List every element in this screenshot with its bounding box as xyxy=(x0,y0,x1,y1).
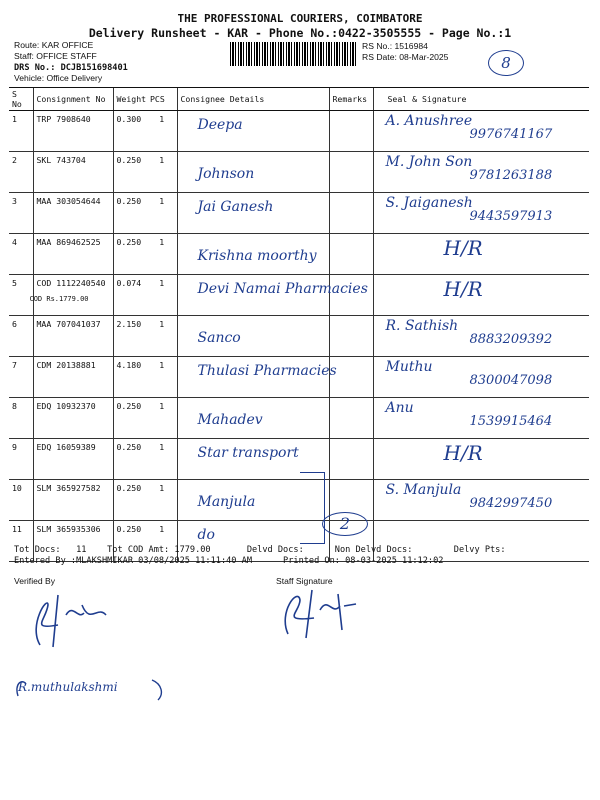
consignment-number: SLM 365927582 xyxy=(36,483,101,493)
consignee-name: Johnson xyxy=(197,166,255,182)
row-sno: 1 xyxy=(9,111,33,152)
consignee-name: Star transport xyxy=(197,445,299,461)
row-sno: 9 xyxy=(9,439,33,480)
row-signature xyxy=(373,193,589,234)
row-sno: 3 xyxy=(9,193,33,234)
row-consignment-no xyxy=(29,275,113,316)
consignee-name: Deepa xyxy=(197,117,243,133)
consignment-number: EDQ 16059389 xyxy=(36,442,96,452)
row-consignment-no xyxy=(33,152,113,193)
row-signature xyxy=(373,439,589,480)
row-sno: 2 xyxy=(9,152,33,193)
verified-by-label: Verified By xyxy=(14,576,56,586)
consignment-number: EDQ 10932370 xyxy=(36,401,96,411)
col-signature: Seal & Signature xyxy=(373,88,589,111)
row-sno: 10 xyxy=(9,480,33,521)
consignee-name: Manjula xyxy=(197,494,256,510)
company-title: THE PROFESSIONAL COURIERS, COIMBATORE xyxy=(177,12,423,25)
consignment-number: COD 1112240540 xyxy=(36,278,106,288)
signature-phone: 1539915464 xyxy=(469,414,553,429)
row-weight: 0.250 xyxy=(113,193,147,234)
consignee-name: do xyxy=(197,527,215,543)
row-consignee xyxy=(177,316,329,357)
col-consignment: Consignment No xyxy=(33,88,113,111)
staff-signature-label: Staff Signature xyxy=(276,576,333,586)
signature-name: S. Jaiganesh xyxy=(385,195,473,211)
table-row xyxy=(9,480,589,521)
consignment-number: CDM 20138881 xyxy=(36,360,96,370)
vehicle-text: Vehicle: Office Delivery xyxy=(14,73,103,83)
table-row xyxy=(9,316,589,357)
row-remarks xyxy=(329,398,373,439)
table-row xyxy=(9,152,589,193)
route-text: Route: KAR OFFICE xyxy=(14,40,94,50)
row-weight: 2.150 xyxy=(113,316,147,357)
row-sno: 8 xyxy=(9,398,33,439)
table-row xyxy=(9,439,589,480)
runsheet-table xyxy=(9,87,589,562)
consignment-number: SLM 365935306 xyxy=(36,524,101,534)
row-sno: 6 xyxy=(9,316,33,357)
table-row xyxy=(9,111,589,152)
verified-signature xyxy=(18,585,108,655)
table-row xyxy=(9,234,589,275)
row-consignee xyxy=(177,398,329,439)
row-consignment-no xyxy=(33,316,113,357)
row-signature xyxy=(373,111,589,152)
row-signature xyxy=(373,275,589,316)
table-row xyxy=(9,193,589,234)
totals-line: Tot Docs: 11 Tot COD Amt: 1779.00 Delvd Docs: Non Delvd Docs: Delvy Pts: xyxy=(14,545,506,555)
signature-phone: 8300047098 xyxy=(469,373,553,388)
consignee-name: Thulasi Pharmacies xyxy=(197,363,337,379)
consignee-name: Devi Namai Pharmacies xyxy=(197,281,368,297)
row-remarks xyxy=(329,439,373,480)
bracket-number: 2 xyxy=(322,512,368,536)
row-sno: 4 xyxy=(9,234,33,275)
staff-text: Staff: OFFICE STAFF xyxy=(14,51,97,61)
col-sno: S No xyxy=(9,88,33,111)
consignment-number: SKL 743704 xyxy=(36,155,86,165)
consignment-number: MAA 869462525 xyxy=(36,237,101,247)
row-pcs: 1 xyxy=(147,234,177,275)
col-remarks: Remarks xyxy=(329,88,373,111)
row-remarks xyxy=(329,152,373,193)
row-pcs: 1 xyxy=(147,439,177,480)
row-consignment-no xyxy=(33,439,113,480)
signature-name: H/R xyxy=(443,277,483,301)
consignee-name: Krishna moorthy xyxy=(197,248,317,264)
col-consignee: Consignee Details xyxy=(177,88,329,111)
consignee-name: Sanco xyxy=(197,330,241,346)
col-pcs: PCS xyxy=(147,88,177,111)
row-pcs: 1 xyxy=(147,521,177,562)
row-signature xyxy=(373,480,589,521)
cod-amount-note: COD Rs.1779.00 xyxy=(29,295,89,303)
row-consignee xyxy=(177,275,368,316)
row-sno: 11 xyxy=(9,521,33,562)
signature-phone: 9842997450 xyxy=(469,496,553,511)
signature-phone: 9976741167 xyxy=(469,127,553,142)
signature-name: H/R xyxy=(443,236,483,260)
row-pcs: 1 xyxy=(147,111,177,152)
circled-count: 8 xyxy=(488,50,524,76)
row-pcs: 1 xyxy=(147,275,177,316)
row-signature xyxy=(373,357,589,398)
signature-name: H/R xyxy=(443,441,483,465)
handwritten-name: R.muthulakshmi xyxy=(18,680,118,694)
drs-number: DRS No.: DCJB151698401 xyxy=(14,63,128,73)
signature-phone: 9781263188 xyxy=(469,168,553,183)
row-consignment-no xyxy=(33,234,113,275)
row-consignment-no xyxy=(33,480,113,521)
row-signature xyxy=(373,398,589,439)
row-pcs: 1 xyxy=(147,316,177,357)
signature-phone: 8883209392 xyxy=(469,332,553,347)
consignee-name: Jai Ganesh xyxy=(197,199,274,215)
runsheet-subtitle: Delivery Runsheet - KAR - Phone No.:0422-3505555 - Page No.:1 xyxy=(88,26,512,40)
consignment-number: TRP 7908640 xyxy=(36,114,91,124)
table-header-row xyxy=(9,88,589,111)
signature-name: R. Sathish xyxy=(385,318,459,334)
name-underline xyxy=(12,674,172,704)
col-weight: Weight xyxy=(113,88,147,111)
row-consignment-no xyxy=(33,111,113,152)
row-weight: 0.250 xyxy=(113,398,147,439)
row-consignment-no xyxy=(33,398,113,439)
row-weight: 0.250 xyxy=(113,439,147,480)
row-weight: 0.074 xyxy=(113,275,147,316)
row-weight: 0.250 xyxy=(113,480,147,521)
row-remarks xyxy=(329,111,373,152)
row-weight: 0.300 xyxy=(113,111,147,152)
row-remarks xyxy=(329,316,373,357)
row-pcs: 1 xyxy=(147,398,177,439)
row-remarks xyxy=(329,234,373,275)
row-consignee xyxy=(177,234,329,275)
row-pcs: 1 xyxy=(147,357,177,398)
consignment-number: MAA 303054644 xyxy=(36,196,101,206)
table-row xyxy=(9,275,589,316)
row-consignee xyxy=(177,193,329,234)
row-pcs: 1 xyxy=(147,193,177,234)
signature-name: A. Anushree xyxy=(385,113,473,129)
row-sno: 7 xyxy=(9,357,33,398)
row-signature xyxy=(373,316,589,357)
row-consignment-no xyxy=(33,357,113,398)
row-signature xyxy=(373,234,589,275)
signature-name: S. Manjula xyxy=(385,482,462,498)
row-consignee xyxy=(177,357,337,398)
signature-name: Muthu xyxy=(385,359,433,375)
signature-name: M. John Son xyxy=(385,154,473,170)
signature-phone: 9443597913 xyxy=(469,209,553,224)
row-consignment-no xyxy=(33,193,113,234)
row-weight: 0.250 xyxy=(113,152,147,193)
staff-signature xyxy=(270,582,360,642)
row-weight: 0.250 xyxy=(113,234,147,275)
row-weight: 4.180 xyxy=(113,357,147,398)
row-sno: 5 xyxy=(9,275,33,316)
row-consignee xyxy=(177,152,329,193)
row-remarks xyxy=(329,357,373,398)
rs-number: RS No.: 1516984 xyxy=(362,41,428,51)
row-remarks xyxy=(329,193,373,234)
table-row xyxy=(9,357,589,398)
row-pcs: 1 xyxy=(147,480,177,521)
signature-name: Anu xyxy=(385,400,414,416)
consignee-name: Mahadev xyxy=(197,412,263,428)
entered-by-line: Entered By :MLAKSHMIKAR 03/08/2025 11:11:40 AM Printed On: 08-03-2025 11:12:02 xyxy=(14,556,444,566)
row-remarks xyxy=(329,275,373,316)
rs-date: RS Date: 08-Mar-2025 xyxy=(362,52,449,62)
row-pcs: 1 xyxy=(147,152,177,193)
row-signature xyxy=(373,152,589,193)
consignment-number: MAA 707041037 xyxy=(36,319,101,329)
table-row xyxy=(9,398,589,439)
row-weight: 0.250 xyxy=(113,521,147,562)
barcode xyxy=(230,42,356,66)
row-consignee xyxy=(177,111,329,152)
bracket-mark xyxy=(300,472,325,544)
